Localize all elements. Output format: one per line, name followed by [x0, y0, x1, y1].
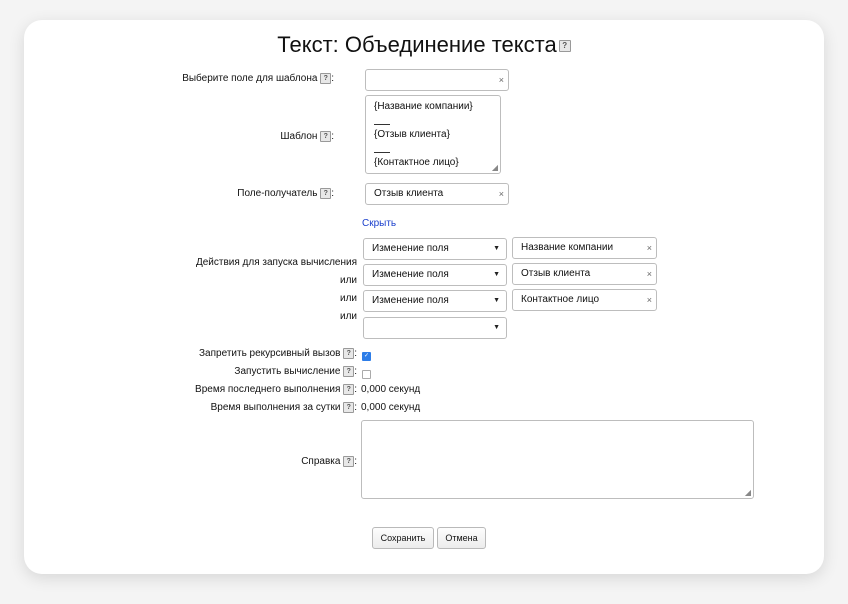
run-calculation-label-row — [157, 366, 357, 377]
colon: : — [331, 188, 334, 200]
trigger-action-value: Изменение поля — [372, 269, 449, 280]
daily-run-time-label-row — [157, 402, 357, 413]
help-textarea[interactable] — [361, 420, 754, 499]
last-run-time-label-row — [157, 384, 357, 395]
template-help-icon[interactable]: ? — [320, 131, 331, 142]
colon: : — [354, 366, 357, 378]
clear-icon[interactable]: × — [646, 269, 652, 279]
target-field-help-icon[interactable]: ? — [320, 188, 331, 199]
trigger-action-select[interactable] — [363, 317, 507, 339]
template-field-help-icon[interactable]: ? — [320, 73, 331, 84]
prevent-recursive-label: Запретить рекурсивный вызов — [199, 348, 341, 360]
title-help-icon[interactable]: ? — [559, 40, 571, 52]
resize-handle-icon[interactable]: ◢ — [491, 163, 498, 172]
last-run-time-value: 0,000 секунд — [361, 384, 421, 395]
prevent-recursive-label-row — [157, 348, 357, 359]
clear-icon[interactable]: × — [498, 75, 504, 85]
help-field-help-icon[interactable]: ? — [343, 456, 354, 467]
trigger-field-select[interactable] — [512, 289, 657, 311]
run-calculation-checkbox[interactable] — [362, 370, 371, 379]
chevron-down-icon: ▼ — [493, 324, 500, 331]
trigger-action-value: Изменение поля — [372, 295, 449, 306]
page-title — [24, 32, 824, 58]
last-run-time-label: Время последнего выполнения — [195, 384, 341, 396]
run-calculation-label: Запустить вычисление — [234, 366, 341, 378]
help-label: Справка — [301, 456, 341, 468]
template-line: {Отзыв клиента} — [374, 129, 450, 140]
daily-run-time-value: 0,000 секунд — [361, 402, 421, 413]
or-label: или — [339, 293, 357, 304]
target-field-select[interactable] — [365, 183, 509, 205]
page-title-text: Текст: Объединение текста — [277, 32, 557, 57]
colon: : — [331, 73, 334, 85]
chevron-down-icon: ▼ — [493, 245, 500, 252]
hide-link[interactable]: Скрыть — [362, 218, 397, 229]
colon: : — [331, 131, 334, 143]
triggers-label: Действия для запуска вычисления — [195, 257, 357, 268]
trigger-field-value: Контактное лицо — [521, 294, 600, 305]
template-line: {Название компании} — [374, 101, 473, 112]
colon: : — [354, 348, 357, 360]
template-field-select[interactable] — [365, 69, 509, 91]
template-label-row — [134, 131, 334, 142]
or-label: или — [339, 275, 357, 286]
target-field-value: Отзыв клиента — [374, 188, 444, 199]
prevent-recursive-checkbox[interactable]: ✓ — [363, 353, 370, 359]
cancel-button[interactable]: Отмена — [437, 527, 486, 549]
trigger-action-value: Изменение поля — [372, 243, 449, 254]
trigger-field-select[interactable] — [512, 237, 657, 259]
trigger-field-value: Название компании — [521, 242, 614, 253]
form-card — [24, 20, 824, 574]
trigger-action-select[interactable] — [363, 238, 507, 260]
chevron-down-icon: ▼ — [493, 271, 500, 278]
daily-run-time-label: Время выполнения за сутки — [210, 402, 341, 414]
template-label: Шаблон — [280, 131, 318, 143]
resize-handle-icon[interactable]: ◢ — [744, 488, 751, 497]
colon: : — [354, 456, 357, 468]
template-line: {Контактное лицо} — [374, 157, 459, 168]
template-separator — [374, 124, 390, 125]
clear-icon[interactable]: × — [646, 295, 652, 305]
clear-icon[interactable]: × — [646, 243, 652, 253]
trigger-field-value: Отзыв клиента — [521, 268, 591, 279]
clear-icon[interactable]: × — [498, 189, 504, 199]
template-field-label: Выберите поле для шаблона — [182, 73, 318, 85]
trigger-field-select[interactable] — [512, 263, 657, 285]
last-run-time-help-icon[interactable]: ? — [343, 384, 354, 395]
prevent-recursive-help-icon[interactable]: ? — [343, 348, 354, 359]
chevron-down-icon: ▼ — [493, 297, 500, 304]
target-field-label: Поле-получатель — [237, 188, 318, 200]
colon: : — [354, 384, 357, 396]
save-button[interactable]: Сохранить — [372, 527, 434, 549]
daily-run-time-help-icon[interactable]: ? — [343, 402, 354, 413]
target-field-label-row — [134, 188, 334, 199]
colon: : — [354, 402, 357, 414]
trigger-action-select[interactable] — [363, 264, 507, 286]
trigger-action-select[interactable] — [363, 290, 507, 312]
template-separator — [374, 152, 390, 153]
help-label-row — [157, 456, 357, 467]
run-calculation-help-icon[interactable]: ? — [343, 366, 354, 377]
template-textarea[interactable] — [365, 95, 501, 174]
template-field-label-row — [134, 73, 334, 84]
or-label: или — [339, 311, 357, 322]
